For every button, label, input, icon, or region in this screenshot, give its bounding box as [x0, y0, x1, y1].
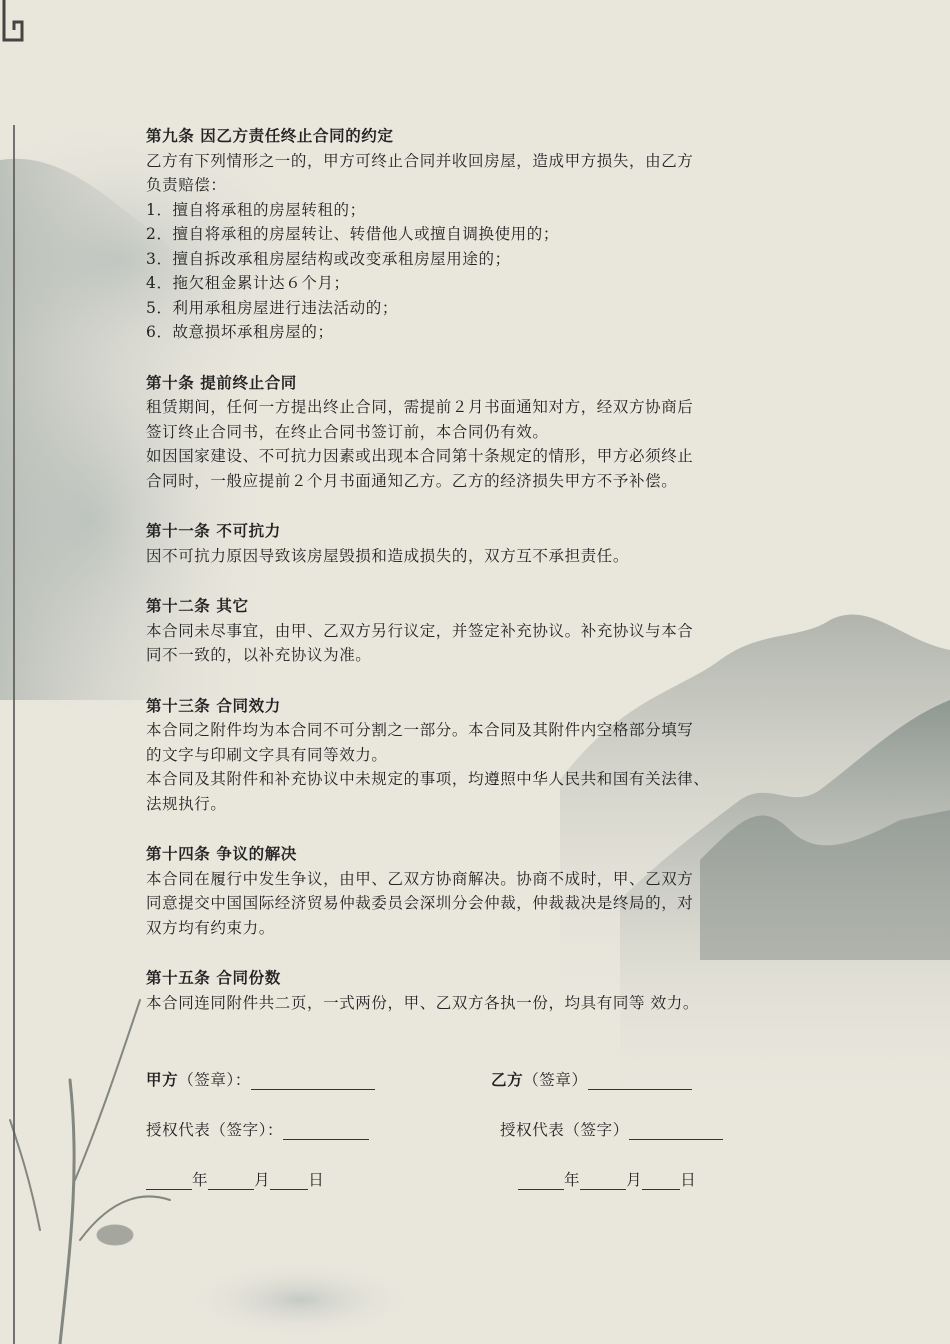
article-heading: 第十四条 争议的解决	[146, 844, 297, 863]
article-line: 租赁期间，任何一方提出终止合同，需提前２月书面通知对方，经双方协商后	[146, 398, 694, 416]
contract-body	[146, 124, 826, 1041]
article-13	[146, 694, 826, 817]
representative-row	[146, 1118, 826, 1148]
article-10	[146, 371, 826, 494]
day-b-line[interactable]	[642, 1171, 680, 1190]
article-line: 本合同在履行中发生争议，由甲、乙双方协商解决。协商不成时，甲、乙双方	[146, 869, 694, 888]
article-line: 签订终止合同书，在终止合同书签订前，本合同仍有效。	[146, 422, 549, 441]
article-9	[146, 124, 826, 345]
article-heading: 第十条 提前终止合同	[146, 372, 297, 392]
date-b	[518, 1168, 696, 1190]
article-14	[146, 842, 826, 940]
article-line: 双方均有约束力。	[146, 918, 275, 937]
year-label: 年	[564, 1171, 581, 1189]
party-b-label: 乙方	[491, 1070, 524, 1089]
party-row	[146, 1068, 826, 1098]
article-12	[146, 594, 826, 668]
party-b-signature	[491, 1068, 692, 1090]
article-line: 5．利用承租房屋进行违法活动的；	[146, 298, 398, 317]
article-line: 本合同未尽事宜，由甲、乙双方另行议定，并签定补充协议。补充协议与本合	[146, 621, 694, 640]
article-heading: 第九条 因乙方责任终止合同的约定	[146, 126, 394, 145]
month-b-line[interactable]	[580, 1171, 626, 1190]
article-heading: 第十五条 合同份数	[146, 968, 281, 987]
article-line: 同意提交中国国际经济贸易仲裁委员会深圳分会仲裁，仲裁裁决是终局的，对	[146, 894, 694, 912]
year-b-line[interactable]	[518, 1171, 564, 1190]
article-line: 2．擅自将承租的房屋转让、转借他人或擅自调换使用的；	[146, 225, 559, 243]
party-a-sign-line[interactable]	[251, 1071, 375, 1090]
rep-b-sign-line[interactable]	[629, 1121, 723, 1140]
date-a	[146, 1168, 324, 1190]
party-b-note: （签章）	[523, 1071, 588, 1089]
day-label: 日	[308, 1171, 325, 1189]
article-line: 本合同之附件均为本合同不可分割之一部分。本合同及其附件内空格部分填写	[146, 721, 694, 739]
month-label: 月	[254, 1171, 271, 1189]
rep-b-signature	[500, 1118, 723, 1140]
article-15	[146, 966, 826, 1015]
year-a-line[interactable]	[146, 1171, 192, 1190]
article-line: 1．擅自将承租的房屋转租的；	[146, 200, 366, 219]
rep-b-label: 授权代表（签字）	[500, 1121, 629, 1139]
article-line: 同不一致的，以补充协议为准。	[146, 646, 372, 664]
rep-a-signature	[146, 1118, 369, 1140]
article-line: 合同时，一般应提前２个月书面通知乙方。乙方的经济损失甲方不予补偿。	[146, 471, 678, 490]
article-line: 3．擅自拆改承租房屋结构或改变承租房屋用途的；	[146, 249, 511, 268]
article-heading: 第十二条 其它	[146, 596, 249, 615]
article-heading: 第十一条 不可抗力	[146, 521, 281, 540]
party-b-sign-line[interactable]	[588, 1071, 692, 1090]
month-a-line[interactable]	[208, 1171, 254, 1190]
month-label: 月	[626, 1171, 643, 1189]
party-a-note: （签章）：	[178, 1071, 251, 1089]
article-11	[146, 519, 826, 568]
article-line: 负责赔偿：	[146, 176, 227, 194]
article-line: 因不可抗力原因导致该房屋毁损和造成损失的，双方互不承担责任。	[146, 546, 630, 565]
article-line: 本合同连同附件共二页，一式两份，甲、乙双方各执一份，均具有同等 效力。	[146, 993, 699, 1012]
article-line: 如因国家建设、不可抗力因素或出现本合同第十条规定的情形，甲方必须终止	[146, 447, 694, 465]
article-line: 6．故意损坏承租房屋的；	[146, 323, 334, 341]
party-a-label: 甲方	[146, 1070, 179, 1089]
day-a-line[interactable]	[270, 1171, 308, 1190]
article-line: 的文字与印刷文字具有同等效力。	[146, 745, 388, 764]
day-label: 日	[680, 1171, 697, 1189]
date-row	[146, 1168, 826, 1198]
year-label: 年	[192, 1171, 209, 1189]
rep-a-sign-line[interactable]	[283, 1121, 369, 1140]
article-line: 本合同及其附件和补充协议中未规定的事项，均遵照中华人民共和国有关法律、	[146, 770, 710, 788]
article-heading: 第十三条 合同效力	[146, 695, 281, 715]
party-a-signature	[146, 1068, 375, 1090]
article-line: 4．拖欠租金累计达６个月；	[146, 274, 350, 292]
article-line: 乙方有下列情形之一的，甲方可终止合同并收回房屋，造成甲方损失，由乙方	[146, 151, 694, 170]
rep-a-label: 授权代表（签字）：	[146, 1121, 284, 1139]
article-line: 法规执行。	[146, 794, 227, 813]
